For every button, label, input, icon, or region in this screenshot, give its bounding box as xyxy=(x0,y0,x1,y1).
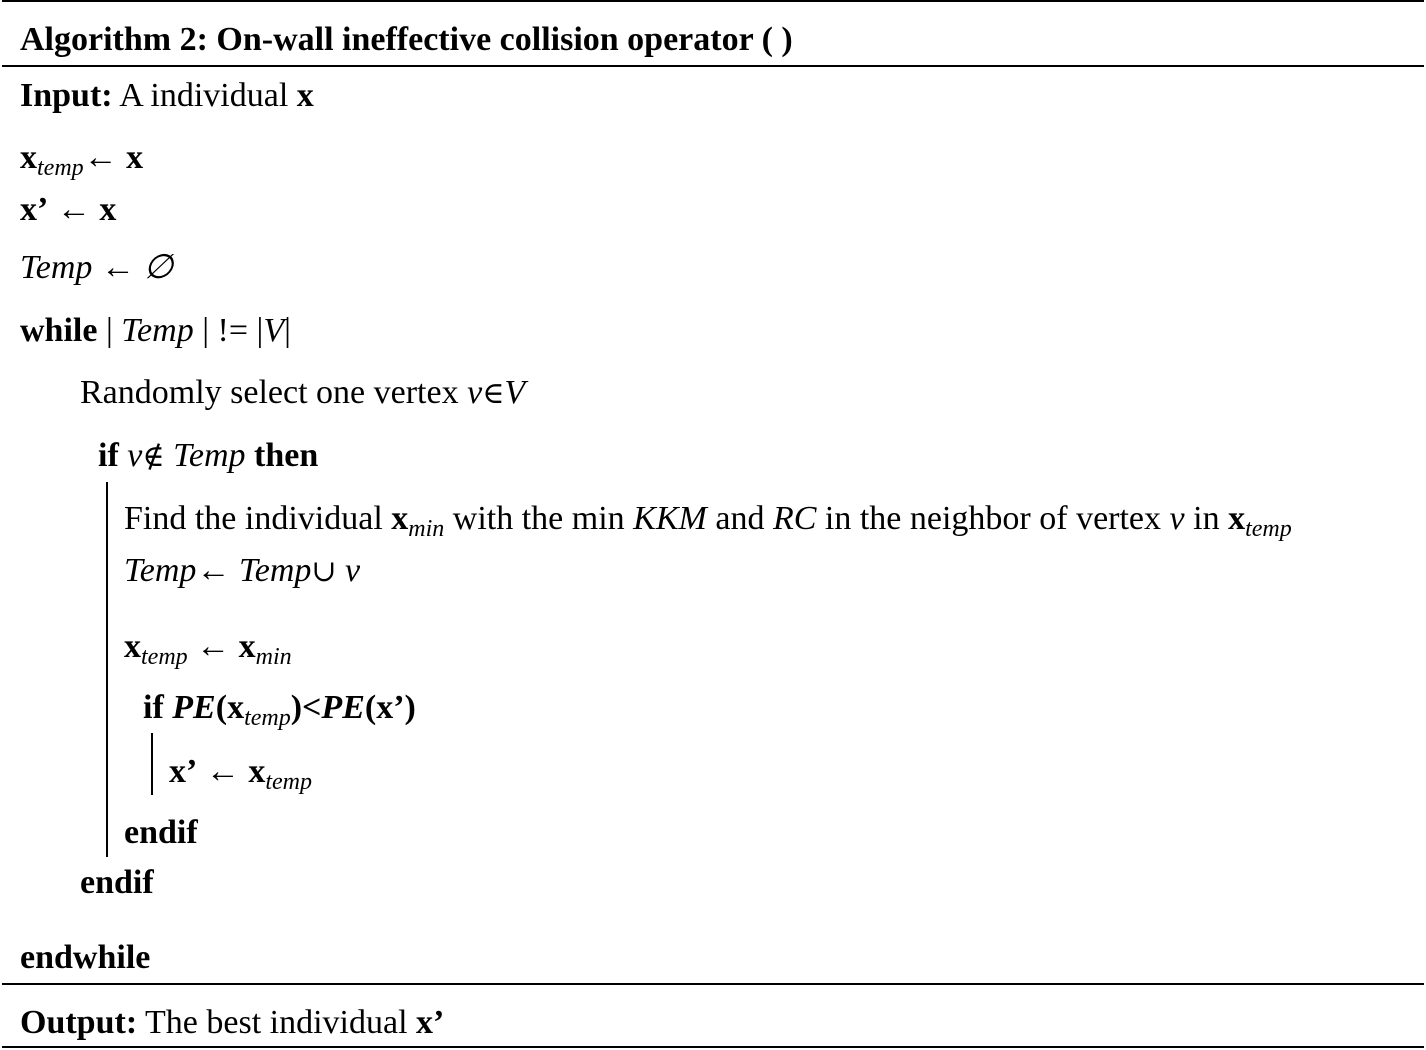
set-v: V xyxy=(263,312,285,349)
output-rule xyxy=(2,983,1424,985)
arrow-icon: ← xyxy=(205,753,240,790)
var-pe: PE xyxy=(321,689,365,726)
input-line xyxy=(20,76,314,116)
line-6 xyxy=(98,436,318,477)
sub-temp: temp xyxy=(1245,516,1292,542)
line-9 xyxy=(124,627,292,670)
line-5 xyxy=(80,373,525,414)
line-1 xyxy=(20,138,143,181)
line-4 xyxy=(20,311,291,351)
line-12: endif xyxy=(124,814,198,851)
var-x: x xyxy=(391,500,409,537)
inner-if-block-bar xyxy=(151,733,153,795)
var-temp: Temp xyxy=(173,437,246,474)
paren: ( xyxy=(215,689,228,726)
var-x: x xyxy=(227,689,245,726)
statement-text: in xyxy=(1193,500,1220,537)
output-text: The best individual xyxy=(145,1004,408,1041)
var-temp: Temp xyxy=(20,249,93,286)
statement-text: Randomly select one vertex xyxy=(80,374,459,411)
var-x-prime: (x’) xyxy=(364,689,416,726)
var-temp: Temp xyxy=(124,552,197,589)
line-8 xyxy=(124,551,360,592)
input-label: Input: xyxy=(20,77,113,114)
statement-text: and xyxy=(715,500,765,537)
line-10 xyxy=(143,688,416,731)
input-var: x xyxy=(296,77,314,114)
set-v: V xyxy=(504,374,526,411)
output-label: Output: xyxy=(20,1004,138,1041)
var-kkm: KKM xyxy=(633,500,707,537)
sub-temp: temp xyxy=(141,644,188,670)
output-line xyxy=(20,1003,444,1043)
var-x: x xyxy=(99,191,117,228)
var-x-prime: x’ xyxy=(169,753,198,790)
algorithm-title: Algorithm 2: On-wall ineffective collision operator ( ) xyxy=(20,21,793,58)
var-x: x xyxy=(1228,500,1246,537)
arrow-icon: ← xyxy=(100,249,135,286)
var-x-prime: x’ xyxy=(20,191,49,228)
line-2 xyxy=(20,190,116,230)
operator-lt: )< xyxy=(290,689,322,726)
var-v: v xyxy=(127,437,143,474)
var-temp: Temp xyxy=(121,312,194,349)
bar: | xyxy=(105,312,113,349)
var-x: x xyxy=(238,628,256,665)
line-7 xyxy=(124,499,1292,542)
keyword-while: while xyxy=(20,312,98,349)
line-13: endif xyxy=(80,864,154,901)
statement-text: with the min xyxy=(452,500,625,537)
keyword-if: if xyxy=(98,437,119,474)
arrow-icon: ← xyxy=(56,191,91,228)
var-rc: RC xyxy=(772,500,817,537)
line-11 xyxy=(169,752,312,795)
top-rule xyxy=(2,0,1424,2)
arrow-icon: ← xyxy=(196,628,231,665)
line-14: endwhile xyxy=(20,939,151,976)
if-block-bar xyxy=(106,482,108,857)
element-of-icon: ∈ xyxy=(482,376,505,411)
var-x: x xyxy=(248,753,266,790)
sub-min: min xyxy=(255,644,292,670)
arrow-icon: ← xyxy=(83,139,118,176)
empty-set-icon: ∅ xyxy=(143,249,174,286)
var-pe: PE xyxy=(172,689,216,726)
var-x: x xyxy=(124,628,141,665)
bottom-rule xyxy=(2,1046,1424,1048)
output-var: x’ xyxy=(416,1004,445,1041)
var-x: x xyxy=(126,139,144,176)
not-element-of-icon: ∉ xyxy=(142,439,165,474)
var-v: v xyxy=(345,552,361,589)
line-3 xyxy=(20,248,173,288)
input-text: A individual xyxy=(119,77,289,114)
var-temp: Temp xyxy=(238,552,312,589)
keyword-then: then xyxy=(254,437,319,474)
var-x: x xyxy=(20,139,37,176)
var-v: v xyxy=(1169,500,1185,537)
var-v: v xyxy=(467,374,483,411)
title-rule xyxy=(2,65,1424,67)
operator-neq: | != | xyxy=(202,312,264,349)
union-icon: ∪ xyxy=(311,554,337,589)
sub-temp: temp xyxy=(244,705,291,731)
keyword-if: if xyxy=(143,689,164,726)
statement-text: in the neighbor of vertex xyxy=(824,500,1162,537)
sub-temp: temp xyxy=(37,155,84,181)
bar: | xyxy=(284,312,291,349)
statement-text: Find the individual xyxy=(124,500,383,537)
arrow-icon: ← xyxy=(196,552,231,589)
sub-min: min xyxy=(408,516,445,542)
sub-temp: temp xyxy=(265,769,312,795)
